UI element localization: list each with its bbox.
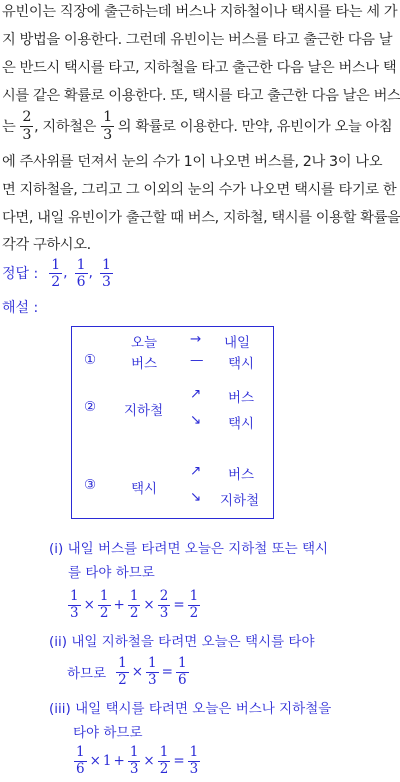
eq-iii-frac-1: $\frac{1}{6}$ xyxy=(76,744,85,777)
header-today: 오늘 xyxy=(131,335,158,351)
eq-i-frac-2: $\frac{1}{2}$ xyxy=(99,588,109,621)
solution-iii-equation xyxy=(73,740,201,782)
row3-up-arrow-icon: ↗ xyxy=(190,463,202,479)
transition-table xyxy=(71,326,274,519)
row2-up-arrow-icon: ↗ xyxy=(190,386,202,402)
row3-number: ③ xyxy=(84,477,97,493)
row1-today: 버스 xyxy=(131,356,158,372)
fraction-1-3: $\frac{1}{3}$ xyxy=(103,109,112,143)
solution-ii-equation xyxy=(67,651,190,693)
row1-next: 택시 xyxy=(228,356,255,372)
answer-fraction-subway: $\frac{1}{6}$ xyxy=(76,256,86,290)
eq-iii-plus: + xyxy=(113,753,125,769)
problem-line-5-pre: 는 xyxy=(2,119,16,135)
eq-iii-times-1: × xyxy=(89,753,101,769)
eq-ii-frac-1: $\frac{1}{2}$ xyxy=(118,655,127,688)
problem-line-8: 다면, 내일 유빈이가 출근할 때 버스, 지하철, 택시를 이용할 확률을 xyxy=(2,210,400,226)
eq-i-equals: = xyxy=(173,597,185,613)
problem-line-4: 시를 같은 확률로 이용한다. 또, 택시를 타고 출근한 다음 날은 버스 xyxy=(2,88,400,104)
solution-iii-line-2: 타야 하므로 xyxy=(73,725,143,741)
answer-fraction-taxi: $\frac{1}{3}$ xyxy=(101,256,111,290)
problem-line-2: 지 방법을 이용한다. 그런데 유빈이는 버스를 타고 출근한 다음 날 xyxy=(2,32,393,48)
eq-i-plus: + xyxy=(113,597,125,613)
row3-next-subway: 지하철 xyxy=(220,493,260,509)
eq-i-result: $\frac{1}{2}$ xyxy=(189,588,199,621)
eq-iii-frac-3: $\frac{1}{2}$ xyxy=(159,744,169,777)
eq-ii-result: $\frac{1}{6}$ xyxy=(177,655,187,688)
row3-next-bus: 버스 xyxy=(228,467,255,483)
eq-ii-times: × xyxy=(131,664,144,680)
answer-line xyxy=(2,256,114,290)
solution-iii-line-1: (iii) 내일 택시를 타려면 오늘은 버스나 지하철을 xyxy=(49,701,332,717)
eq-i-times-2: × xyxy=(143,597,155,613)
solution-ii-line-2: 하므로 xyxy=(67,666,107,682)
row2-number: ② xyxy=(84,399,97,415)
answer-fraction-bus: $\frac{1}{2}$ xyxy=(51,256,61,290)
problem-line-5-post: 의 확률로 이용한다. 만약, 유빈이가 오늘 아침 xyxy=(117,119,393,135)
problem-line-9: 각각 구하시오. xyxy=(2,237,91,253)
problem-line-1: 유빈이는 직장에 출근하는데 버스나 지하철이나 택시를 타는 세 가 xyxy=(2,4,398,20)
eq-iii-frac-2: $\frac{1}{3}$ xyxy=(129,744,139,777)
row3-down-arrow-icon: ↘ xyxy=(190,489,202,505)
row2-next-taxi: 택시 xyxy=(228,416,255,432)
answer-label: 정답 : xyxy=(2,266,39,282)
eq-ii-equals: = xyxy=(161,664,173,680)
row2-today: 지하철 xyxy=(124,403,164,419)
header-tomorrow: 내일 xyxy=(224,335,251,351)
solution-i-line-2: 를 타야 하므로 xyxy=(68,565,155,581)
problem-line-5 xyxy=(2,104,392,148)
solution-i-line-1: (i) 내일 버스를 타려면 오늘은 지하철 또는 택시 xyxy=(49,541,329,557)
eq-i-frac-3: $\frac{1}{2}$ xyxy=(129,588,139,621)
solution-ii-line-1: (ii) 내일 지하철을 타려면 오늘은 택시를 타야 xyxy=(49,634,315,650)
answer-sep-2: , xyxy=(88,265,93,281)
problem-line-6: 에 주사위를 던져서 눈의 수가 1이 나오면 버스를, 2나 3이 나오 xyxy=(2,154,383,170)
row1-arrow: — xyxy=(190,352,204,368)
solution-label: 해설 : xyxy=(2,300,39,316)
eq-ii-frac-2: $\frac{1}{3}$ xyxy=(148,655,157,688)
problem-line-5-mid: , 지하철은 xyxy=(34,119,97,135)
eq-iii-result: $\frac{1}{3}$ xyxy=(189,744,199,777)
problem-line-3: 은 반드시 택시를 타고, 지하철을 타고 출근한 다음 날은 버스나 택 xyxy=(2,60,397,76)
answer-sep-1: , xyxy=(63,265,68,281)
eq-iii-equals: = xyxy=(173,753,185,769)
header-arrow: → xyxy=(190,331,202,347)
row2-next-bus: 버스 xyxy=(228,390,255,406)
eq-i-frac-4: $\frac{2}{3}$ xyxy=(159,588,169,621)
eq-i-frac-1: $\frac{1}{3}$ xyxy=(70,588,79,621)
problem-line-7: 면 지하철을, 그리고 그 이외의 눈의 수가 나오면 택시를 타기로 한 xyxy=(2,182,397,198)
solution-i-equation xyxy=(67,584,201,626)
eq-i-times-1: × xyxy=(83,597,95,613)
row3-today: 택시 xyxy=(131,481,158,497)
fraction-2-3: $\frac{2}{3}$ xyxy=(22,109,32,143)
row1-number: ① xyxy=(84,352,97,368)
eq-iii-one: 1 xyxy=(102,753,112,769)
row2-down-arrow-icon: ↘ xyxy=(190,412,202,428)
eq-iii-times-2: × xyxy=(143,753,155,769)
